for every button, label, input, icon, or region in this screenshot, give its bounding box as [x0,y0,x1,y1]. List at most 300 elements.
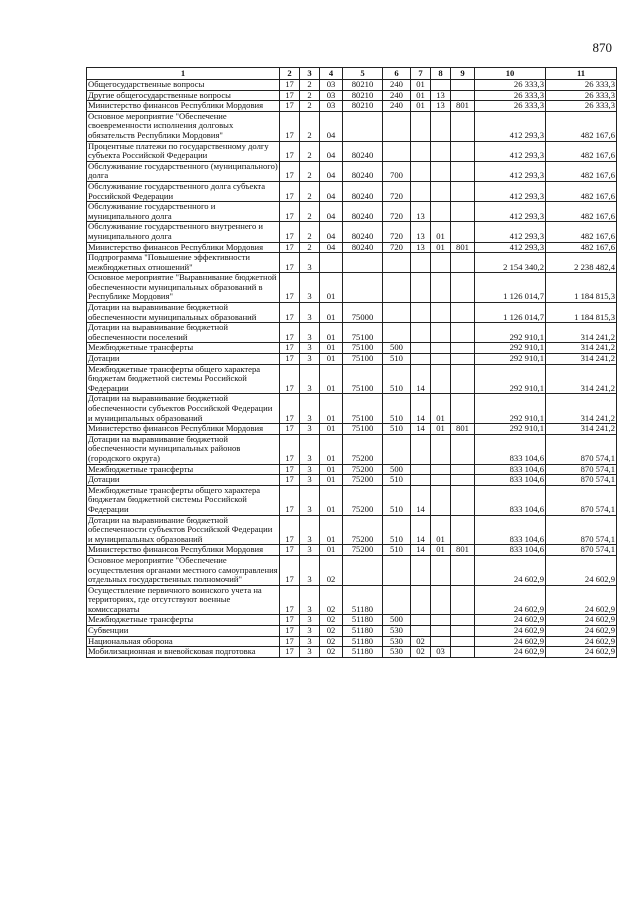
row-code: 04 [320,161,343,181]
row-name: Обслуживание государственного внутреннего и муниципального долга [87,222,280,242]
row-code: 01 [320,323,343,343]
row-code [411,343,431,354]
table-row [87,202,617,222]
row-code [411,303,431,323]
row-code [451,464,475,475]
row-code: 3 [300,323,320,343]
row-code: 3 [300,424,320,435]
row-name: Межбюджетные трансферты общего характера бюджетам бюджетной системы Российской Федерации [87,485,280,515]
row-code: 17 [280,394,300,424]
row-code: 01 [431,515,451,545]
row-amount: 412 293,3 [475,111,546,141]
column-header: 8 [431,68,451,80]
row-name: Министерство финансов Республики Мордовия [87,424,280,435]
table-row [87,343,617,354]
row-code: 14 [411,515,431,545]
row-amount: 2 238 482,4 [546,253,617,273]
row-amount: 24 602,9 [546,555,617,585]
row-code: 3 [300,615,320,626]
row-code: 14 [411,364,431,394]
table-row [87,101,617,112]
row-name: Дотации [87,475,280,486]
row-code: 3 [300,555,320,585]
row-code [451,485,475,515]
row-amount: 833 104,6 [475,475,546,486]
row-code: 17 [280,354,300,365]
table-row [87,141,617,161]
row-code [431,354,451,365]
row-code [451,323,475,343]
column-header: 5 [343,68,383,80]
row-code: 17 [280,626,300,637]
row-code: 3 [300,464,320,475]
row-code: 75200 [343,434,383,464]
row-code [431,202,451,222]
row-code: 01 [320,485,343,515]
table-row [87,354,617,365]
row-code: 01 [320,464,343,475]
table-row [87,475,617,486]
row-code [383,253,411,273]
row-code [431,141,451,161]
row-code: 510 [383,364,411,394]
row-code: 75100 [343,394,383,424]
row-code: 530 [383,626,411,637]
row-code: 80240 [343,181,383,201]
row-code: 01 [320,475,343,486]
row-code [411,434,431,464]
row-code: 530 [383,636,411,647]
row-code: 75200 [343,515,383,545]
row-name: Межбюджетные трансферты [87,615,280,626]
table-row [87,515,617,545]
row-code [431,181,451,201]
row-amount: 870 574,1 [546,485,617,515]
row-code: 17 [280,343,300,354]
table-row [87,90,617,101]
row-amount: 1 126 014,7 [475,303,546,323]
row-code: 3 [300,475,320,486]
row-amount: 292 910,1 [475,364,546,394]
row-amount: 26 333,3 [546,90,617,101]
row-code [451,303,475,323]
row-name: Обслуживание государственного (муниципального) долга [88,161,278,181]
row-code [411,111,431,141]
row-code [343,111,383,141]
row-name: Осуществление первичного воинского учета на территориях, где отсутствуют военные комиссариаты [87,585,280,615]
column-header: 1 [87,68,280,80]
row-code: 510 [383,424,411,435]
row-code: 720 [383,222,411,242]
row-code: 01 [320,434,343,464]
row-code [451,202,475,222]
row-code: 3 [300,343,320,354]
table-row [87,242,617,253]
row-amount: 870 574,1 [546,464,617,475]
row-code: 17 [280,545,300,556]
row-code: 80210 [343,80,383,91]
row-code [451,343,475,354]
page-number: 870 [592,40,612,55]
row-code: 01 [320,515,343,545]
row-code: 2 [300,222,320,242]
row-code [411,475,431,486]
row-code: 13 [411,242,431,253]
row-code [451,515,475,545]
row-amount: 870 574,1 [546,434,617,464]
row-code: 510 [383,515,411,545]
row-name: Министерство финансов Республики Мордовия [87,545,280,556]
row-code: 510 [383,394,411,424]
row-name: Министерство финансов Республики Мордовия [87,101,280,112]
row-code: 13 [411,222,431,242]
row-amount: 1 126 014,7 [475,273,546,303]
row-code [451,354,475,365]
row-amount: 24 602,9 [475,647,546,658]
row-code [343,555,383,585]
row-code: 75100 [343,354,383,365]
row-code: 3 [300,273,320,303]
row-amount: 833 104,6 [475,485,546,515]
table-row [87,647,617,658]
row-code: 510 [383,485,411,515]
row-code: 02 [320,647,343,658]
row-amount: 870 574,1 [546,545,617,556]
row-code [411,253,431,273]
table-row [87,545,617,556]
row-code [411,585,431,615]
row-code [431,161,451,181]
row-code: 01 [320,273,343,303]
row-code: 51180 [343,647,383,658]
row-code: 500 [383,343,411,354]
row-amount: 24 602,9 [546,636,617,647]
row-code: 01 [320,424,343,435]
row-amount: 292 910,1 [475,343,546,354]
row-name: Процентные платежи по государственному долгу субъекта Российской Федерации [87,141,280,161]
row-amount: 1 184 815,3 [546,303,617,323]
row-code: 01 [320,354,343,365]
table-row [87,111,617,141]
row-amount: 833 104,6 [475,434,546,464]
row-code [431,626,451,637]
row-code: 01 [431,394,451,424]
row-code [411,464,431,475]
row-code: 17 [280,464,300,475]
row-code: 04 [320,181,343,201]
row-code: 530 [383,647,411,658]
table-row [87,80,617,91]
row-amount: 292 910,1 [475,354,546,365]
row-code: 17 [280,555,300,585]
row-code: 51180 [343,615,383,626]
row-code [431,485,451,515]
row-amount: 833 104,6 [475,545,546,556]
row-code: 17 [280,222,300,242]
row-code: 80240 [343,222,383,242]
row-code: 17 [280,161,300,181]
row-code: 14 [411,485,431,515]
row-code: 13 [411,202,431,222]
column-header: 10 [475,68,546,80]
row-code: 500 [383,615,411,626]
row-code: 2 [300,242,320,253]
row-name: Межбюджетные трансферты [87,464,280,475]
row-amount: 412 293,3 [475,242,546,253]
row-code: 75100 [343,343,383,354]
row-code: 17 [280,273,300,303]
row-code [431,585,451,615]
row-code [431,343,451,354]
row-code [383,111,411,141]
row-code: 51180 [343,636,383,647]
row-code: 14 [411,545,431,556]
row-code: 17 [280,111,300,141]
row-amount: 26 333,3 [475,80,546,91]
row-amount: 24 602,9 [546,585,617,615]
row-code: 17 [280,181,300,201]
row-code: 75200 [343,464,383,475]
row-code: 01 [431,242,451,253]
row-amount: 833 104,6 [475,515,546,545]
row-amount: 412 293,3 [475,222,546,242]
row-amount: 292 910,1 [475,424,546,435]
row-code [451,647,475,658]
row-code: 01 [320,545,343,556]
row-code: 17 [280,90,300,101]
row-code [451,80,475,91]
row-name: Подпрограмма "Повышение эффективности межбюджетных отношений" [87,253,280,273]
row-code: 02 [320,636,343,647]
row-code [451,253,475,273]
row-code [383,555,411,585]
row-code [411,615,431,626]
row-code [431,615,451,626]
row-code [431,364,451,394]
row-code [431,253,451,273]
row-amount: 24 602,9 [475,636,546,647]
row-code: 2 [300,202,320,222]
row-code [451,161,475,181]
row-code: 02 [320,555,343,585]
row-code [383,585,411,615]
row-amount: 314 241,2 [546,323,617,343]
row-code: 03 [320,90,343,101]
row-code [431,434,451,464]
row-code: 700 [383,161,411,181]
row-code: 17 [280,80,300,91]
row-amount: 482 167,6 [546,222,617,242]
row-amount: 24 602,9 [546,647,617,658]
row-amount: 26 333,3 [546,80,617,91]
table-row [87,273,617,303]
row-code: 01 [431,424,451,435]
row-code: 240 [383,101,411,112]
row-code: 2 [300,101,320,112]
row-code [411,181,431,201]
row-amount: 24 602,9 [475,555,546,585]
row-code: 17 [280,242,300,253]
row-amount: 482 167,6 [546,141,617,161]
column-header: 6 [383,68,411,80]
row-amount: 314 241,2 [546,354,617,365]
row-code: 80210 [343,101,383,112]
row-amount: 314 241,2 [546,343,617,354]
row-code [431,323,451,343]
row-name: Министерство финансов Республики Мордовия [87,242,280,253]
row-code: 80240 [343,202,383,222]
row-code [451,141,475,161]
budget-table [86,67,617,658]
row-code: 3 [300,636,320,647]
row-code: 04 [320,111,343,141]
row-code [411,555,431,585]
row-code: 17 [280,424,300,435]
row-name: Общегосударственные вопросы [87,80,280,91]
row-code: 80240 [343,242,383,253]
row-code: 02 [320,626,343,637]
row-code [431,636,451,647]
row-code: 03 [320,101,343,112]
row-code: 17 [280,485,300,515]
table-row [87,161,617,181]
table-row [87,434,617,464]
table-row [87,222,617,242]
table-row [87,555,617,585]
row-code: 17 [280,434,300,464]
row-amount: 412 293,3 [475,141,546,161]
row-code: 80210 [343,90,383,101]
row-code: 17 [280,585,300,615]
row-code [451,434,475,464]
table-row [87,615,617,626]
row-code: 3 [300,253,320,273]
row-code [451,585,475,615]
row-code: 04 [320,141,343,161]
row-code: 720 [383,181,411,201]
row-code: 75200 [343,485,383,515]
row-code: 510 [383,545,411,556]
row-code [451,475,475,486]
row-code: 801 [451,242,475,253]
row-name: Дотации на выравнивание бюджетной обеспеченности поселений [87,323,280,343]
row-code: 3 [300,585,320,615]
row-amount: 24 602,9 [475,626,546,637]
row-name: Обслуживание государственного и муниципального долга [87,202,280,222]
row-code: 02 [320,615,343,626]
row-code: 17 [280,141,300,161]
row-code: 3 [300,303,320,323]
row-code [411,354,431,365]
row-code [451,222,475,242]
row-code [451,364,475,394]
row-amount: 292 910,1 [475,323,546,343]
row-code: 01 [411,90,431,101]
row-name: Межбюджетные трансферты общего характера бюджетам бюджетной системы Российской Федерации [87,364,280,394]
row-code [451,181,475,201]
row-code: 03 [320,80,343,91]
table-row [87,485,617,515]
row-amount: 833 104,6 [475,464,546,475]
row-name: Обслуживание государственного долга субъекта Российской Федерации [87,181,280,201]
row-code: 04 [320,242,343,253]
row-code: 3 [300,354,320,365]
row-code [320,253,343,273]
table-row [87,626,617,637]
row-code: 02 [411,647,431,658]
row-amount: 412 293,3 [475,161,546,181]
row-code: 01 [431,222,451,242]
row-name: Национальная оборона [87,636,280,647]
row-amount: 482 167,6 [546,181,617,201]
row-code: 51180 [343,585,383,615]
row-code: 01 [431,545,451,556]
row-code: 75000 [343,303,383,323]
row-code: 02 [411,636,431,647]
row-name: Субвенции [87,626,280,637]
table-row [87,323,617,343]
row-code [451,111,475,141]
row-code: 01 [320,303,343,323]
row-code: 240 [383,80,411,91]
row-code [383,273,411,303]
row-code: 17 [280,515,300,545]
table-row [87,636,617,647]
row-code: 17 [280,323,300,343]
row-code [431,80,451,91]
row-code: 02 [320,585,343,615]
row-name: Основное мероприятие "Обеспечение осуществления органами местного самоуправления отдельных государственных полномочий" [88,555,278,585]
row-amount: 314 241,2 [546,394,617,424]
row-code [431,303,451,323]
row-name: Другие общегосударственные вопросы [87,90,280,101]
column-header: 3 [300,68,320,80]
row-name: Мобилизационная и вневойсковая подготовка [87,647,280,658]
row-amount: 412 293,3 [475,202,546,222]
row-amount: 314 241,2 [546,424,617,435]
row-code [451,626,475,637]
column-header: 11 [546,68,617,80]
row-name: Дотации на выравнивание бюджетной обеспеченности субъектов Российской Федерации и муниципальных образований [87,394,280,424]
table-row [87,303,617,323]
row-code: 17 [280,303,300,323]
row-code: 3 [300,515,320,545]
row-code: 720 [383,202,411,222]
row-code: 17 [280,364,300,394]
row-amount: 2 154 340,2 [475,253,546,273]
row-name: Основное мероприятие "Обеспечение своевременности исполнения долговых обязательств Республики Мордовия" [87,111,280,141]
row-amount: 412 293,3 [475,181,546,201]
row-code [411,161,431,181]
row-code: 14 [411,394,431,424]
row-code [451,90,475,101]
row-code [343,273,383,303]
row-code [411,141,431,161]
row-amount: 292 910,1 [475,394,546,424]
row-amount: 482 167,6 [546,111,617,141]
row-code: 13 [431,90,451,101]
column-header: 7 [411,68,431,80]
row-amount: 870 574,1 [546,515,617,545]
column-header: 2 [280,68,300,80]
row-amount: 24 602,9 [475,585,546,615]
row-code: 3 [300,647,320,658]
row-code: 3 [300,394,320,424]
row-code: 2 [300,80,320,91]
row-code: 17 [280,475,300,486]
table-header-row [87,68,617,80]
row-code: 17 [280,636,300,647]
